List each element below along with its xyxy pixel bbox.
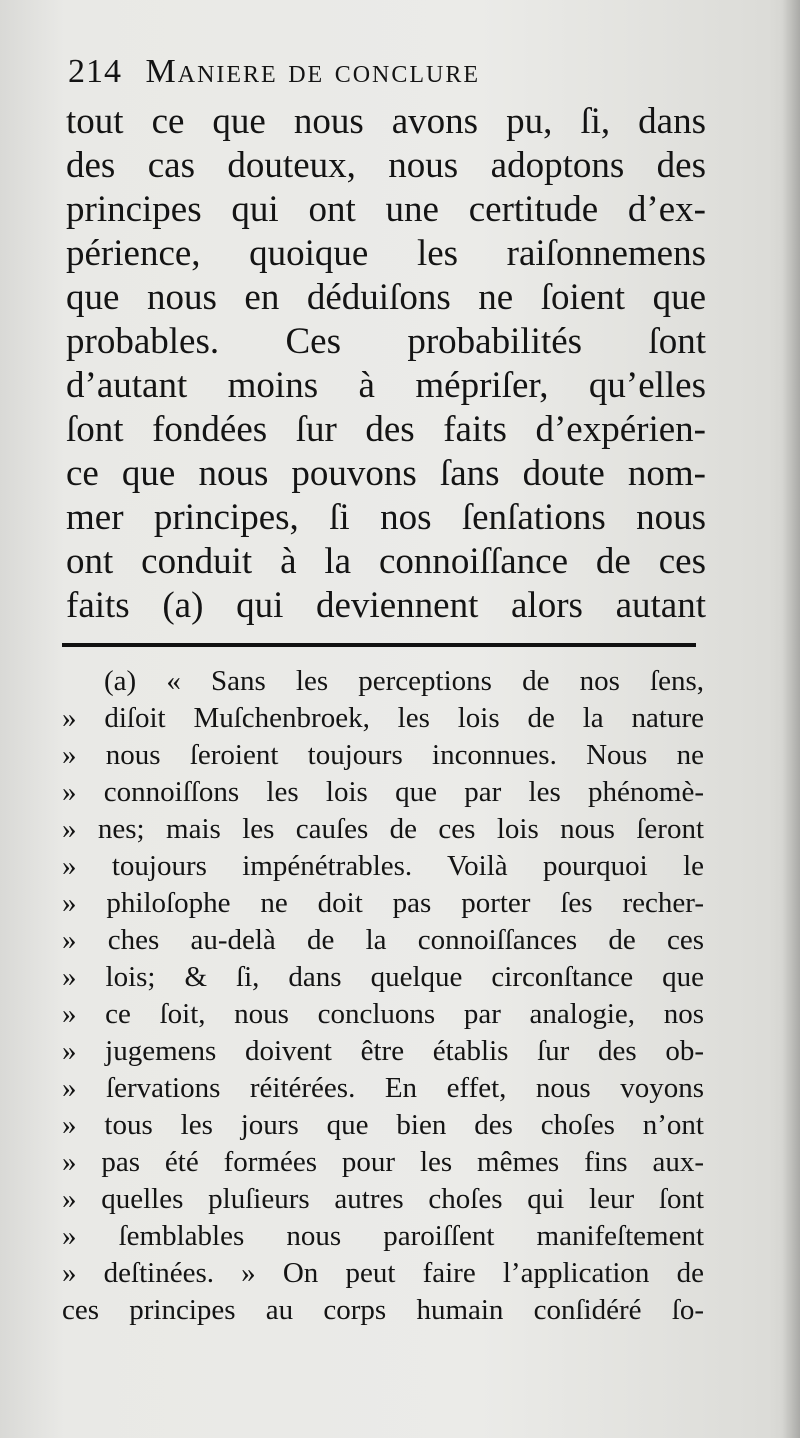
footnote-line: » toujours impénétrables. Voilà pourquoi le <box>62 850 704 882</box>
footnote-line: » philoſophe ne doit pas porter ſes recher- <box>62 887 704 919</box>
text-line: probables. Ces probabilités ſont <box>66 321 706 362</box>
text-line: principes qui ont une certitude d’ex- <box>66 189 706 230</box>
text-line: ſont fondées ſur des faits d’expérien- <box>66 409 706 450</box>
footnote-line: » ſervations réitérées. En effet, nous voyons <box>62 1072 704 1104</box>
footnote-line: » lois; & ſi, dans quelque circonſtance que <box>62 961 704 993</box>
text-line: d’autant moins à mépriſer, qu’elles <box>66 365 706 406</box>
footnote-line: » diſoit Muſchenbroek, les lois de la nature <box>62 702 704 734</box>
footnote-block <box>62 663 704 1329</box>
text-line: tout ce que nous avons pu, ſi, dans <box>66 101 706 142</box>
page-edge-shadow <box>782 0 800 1438</box>
footnote-separator-rule <box>62 643 696 647</box>
footnote-line: » tous les jours que bien des choſes n’ont <box>62 1109 704 1141</box>
footnote-line: » jugemens doivent être établis ſur des ob- <box>62 1035 704 1067</box>
footnote-line: ces principes au corps humain conſidéré ſo- <box>62 1294 704 1326</box>
page-header <box>68 50 708 94</box>
text-line: périence, quoique les raiſonnemens <box>66 233 706 274</box>
text-line: ce que nous pouvons ſans doute nom- <box>66 453 706 494</box>
text-line: des cas douteux, nous adoptons des <box>66 145 706 186</box>
footnote-line: » connoiſſons les lois que par les phénomè- <box>62 776 704 808</box>
text-line: faits (a) qui deviennent alors autant <box>66 585 706 626</box>
footnote-line: » ches au-delà de la connoiſſances de ces <box>62 924 704 956</box>
main-text-block <box>66 100 706 628</box>
text-line: que nous en déduiſons ne ſoient que <box>66 277 706 318</box>
footnote-line: (a) « Sans les perceptions de nos ſens, <box>104 665 704 697</box>
footnote-line: » ſemblables nous paroiſſent manifeſtement <box>62 1220 704 1252</box>
text-line: mer principes, ſi nos ſenſations nous <box>66 497 706 538</box>
running-title: Maniere de conclure <box>145 53 481 90</box>
footnote-line: » deſtinées. » On peut faire l’application de <box>62 1257 704 1289</box>
footnote-line: » pas été formées pour les mêmes fins aux- <box>62 1146 704 1178</box>
footnote-line: » ce ſoit, nous concluons par analogie, nos <box>62 998 704 1030</box>
page-number: 214 <box>68 53 122 90</box>
footnote-line: » quelles pluſieurs autres choſes qui leur ſont <box>62 1183 704 1215</box>
text-line: ont conduit à la connoiſſance de ces <box>66 541 706 582</box>
footnote-line: » nes; mais les cauſes de ces lois nous ſeront <box>62 813 704 845</box>
footnote-line: » nous ſeroient toujours inconnues. Nous ne <box>62 739 704 771</box>
